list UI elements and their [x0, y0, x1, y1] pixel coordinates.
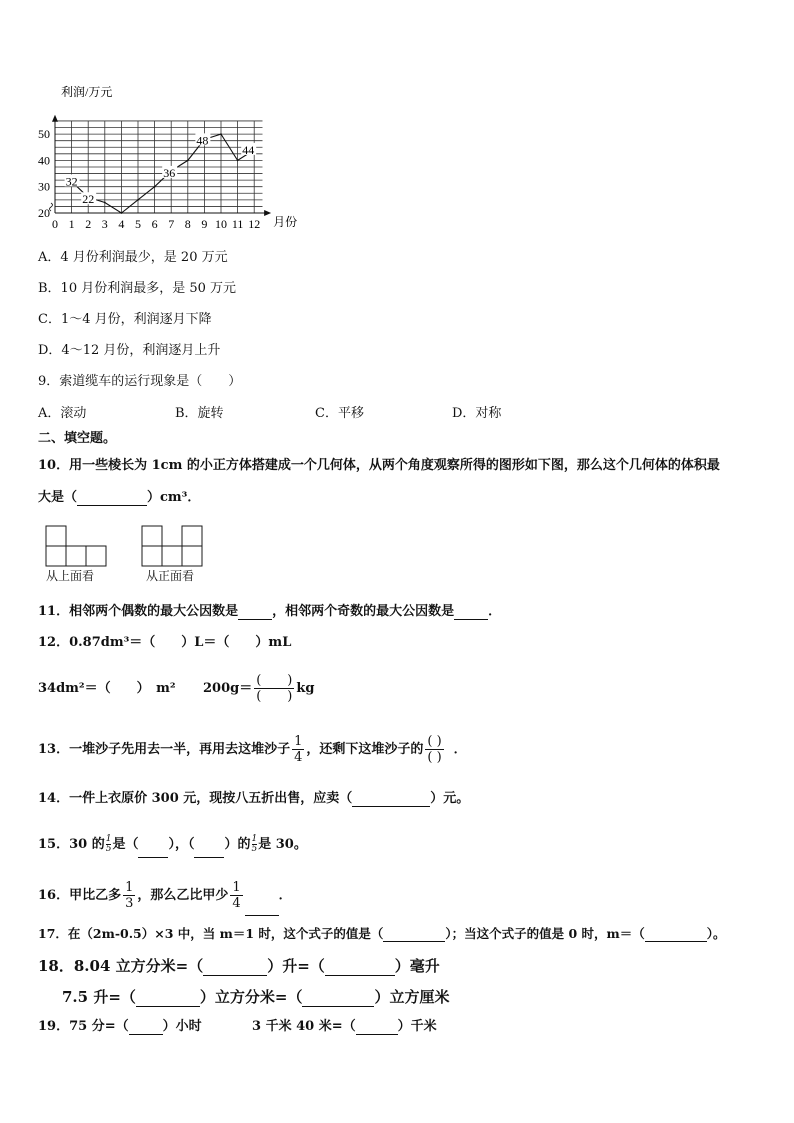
x-tick-label: 10 [215, 217, 227, 230]
data-point [137, 199, 139, 201]
q16-frac2-den: 4 [232, 896, 241, 911]
x-tick-label: 2 [85, 217, 92, 230]
x-tick-label: 11 [231, 217, 244, 230]
data-point [104, 202, 106, 204]
section-title-fill-in: 二、填空题。 [38, 431, 117, 446]
data-label: 44 [242, 142, 255, 157]
q16-frac1-num: 1 [125, 880, 134, 895]
q10-line1: 10．用一些棱长为 1cm 的小正方体搭建成一个几何体，从两个角度观察所得的图形如下图，那么这个几何体的体积最 [38, 458, 720, 473]
q16-blank[interactable] [245, 915, 279, 916]
q13-answer-denominator[interactable]: ( ) [427, 750, 442, 765]
q15-line: 15．30 的 $\frac{1}{5}$ 是（ ），（ ）的 $\frac{1}{5}$ 是 30。 [38, 832, 307, 858]
x-tick-label: 3 [101, 217, 108, 230]
q15-frac1-num: 1 [105, 834, 112, 844]
x-axis-arrow [264, 210, 271, 216]
q18-blank-2[interactable] [325, 975, 395, 976]
q9-option-b: B．旋转 [175, 406, 224, 421]
q9-option-c: C．平移 [315, 406, 364, 421]
q16-line: 16．甲比乙多 $\frac{1}{3}$ ，那么乙比甲少 $\frac{1}{4}$ ． [38, 876, 292, 916]
data-point [154, 186, 156, 188]
q10-caption-front: 从正面看 [146, 569, 195, 583]
q12-frac-denominator[interactable]: ( ) [256, 689, 293, 704]
q11-blank-1[interactable] [238, 619, 272, 620]
q17-line: 17．在（2m-0.5）×3 中，当 m＝1 时，这个式子的值是（ ）；当这个式子的值是 0 时，m＝（ ）。 [38, 926, 726, 941]
q14-blank[interactable] [352, 806, 430, 807]
data-point [187, 160, 189, 162]
q15-frac2-num: 1 [251, 834, 258, 844]
y-tick-label: 50 [38, 127, 50, 142]
x-axis-label: 月份 [273, 215, 298, 229]
q18-line2: 7.5 升=（ ）立方分米=（ ）立方厘米 [62, 988, 450, 1006]
q19-part-b: 3 千米 40 米=（ ）千米 [252, 1019, 437, 1034]
y-axis-label: 利润/万元 [61, 85, 113, 99]
q18-blank-4[interactable] [302, 1006, 374, 1007]
q16-frac1-den: 3 [125, 896, 134, 911]
q10-caption-top: 从上面看 [46, 569, 95, 583]
data-label: 48 [196, 133, 209, 148]
q19-blank-1[interactable] [129, 1034, 163, 1035]
q8-option-c: C．1～4 月份，利润逐月下降 [38, 312, 212, 327]
q17-blank-1[interactable] [383, 941, 445, 942]
q18-line1: 18．8.04 立方分米=（ ）升=（ ）毫升 [38, 957, 440, 975]
y-axis-arrow [52, 115, 58, 122]
q8-option-a: A．4 月份利润最少，是 20 万元 [38, 250, 228, 265]
x-tick-label: 5 [135, 217, 141, 230]
x-tick-label: 4 [118, 217, 125, 230]
data-point [220, 133, 222, 135]
x-tick-label: 1 [68, 217, 75, 230]
x-tick-label: 9 [201, 217, 208, 230]
q18-blank-1[interactable] [203, 975, 267, 976]
q12-line1: 12．0.87dm³＝（ ）L＝（ ）mL [38, 635, 292, 650]
q17-blank-2[interactable] [645, 941, 707, 942]
data-label: 32 [65, 174, 78, 189]
q9-option-d: D．对称 [452, 406, 502, 421]
top-view-squares [46, 526, 106, 566]
q11-line: 11．相邻两个偶数的最大公因数是 ，相邻两个奇数的最大公因数是 ． [38, 604, 502, 619]
q15-blank-2[interactable] [194, 857, 224, 858]
q8-option-b: B．10 月份利润最多，是 50 万元 [38, 281, 237, 296]
q19-blank-2[interactable] [356, 1034, 398, 1035]
q13-line: 13．一堆沙子先用去一半，再用去这堆沙子 $\frac{1}{4}$ ，还剩下这堆沙子的 $\frac{( )}{( )}$ ． [38, 734, 467, 765]
q15-frac2-den: 5 [251, 844, 258, 854]
profit-line-chart [30, 80, 330, 230]
x-tick-label: 7 [168, 217, 175, 230]
q13-answer-numerator[interactable]: ( ) [427, 734, 442, 749]
q14-line: 14．一件上衣原价 300 元，现按八五折出售，应卖（ ）元。 [38, 791, 470, 806]
x-tick-label: 12 [248, 217, 261, 230]
y-tick-label: 40 [38, 153, 50, 168]
x-tick-label: 0 [52, 217, 58, 230]
x-tick-label: 8 [184, 217, 191, 230]
q15-frac1-den: 5 [105, 844, 112, 854]
q8-option-d: D．4～12 月份，利润逐月上升 [38, 343, 221, 358]
q9-stem: 9．索道缆车的运行现象是（ ） [38, 374, 242, 389]
data-point [237, 160, 239, 162]
x-tick-label: 6 [151, 217, 158, 230]
q12-line2b: 200g＝ $\frac{( )}{( )}$ kg [203, 673, 315, 704]
data-label: 22 [82, 192, 95, 207]
chart-labels [38, 84, 297, 230]
front-view-squares [142, 526, 202, 566]
q13-frac-numerator: 1 [294, 734, 303, 749]
q12-line2a: 34dm²＝（ ） m² [38, 681, 176, 696]
q13-frac-denominator: 4 [294, 750, 303, 765]
q11-blank-2[interactable] [454, 619, 488, 620]
q10-answer-blank[interactable] [77, 505, 147, 506]
q18-blank-3[interactable] [136, 1006, 200, 1007]
q12-frac-numerator[interactable]: ( ) [256, 673, 293, 688]
data-label: 36 [163, 165, 176, 180]
q19-part-a: 19．75 分=（ ）小时 [38, 1019, 202, 1034]
q16-frac2-num: 1 [232, 880, 241, 895]
y-tick-label: 20 [38, 206, 50, 220]
q10-line2: 大是（ ）cm³． [38, 490, 201, 505]
y-tick-label: 30 [38, 179, 50, 194]
data-point [121, 212, 123, 214]
q9-option-a: A．滚动 [38, 406, 87, 421]
q15-blank-1[interactable] [138, 857, 168, 858]
